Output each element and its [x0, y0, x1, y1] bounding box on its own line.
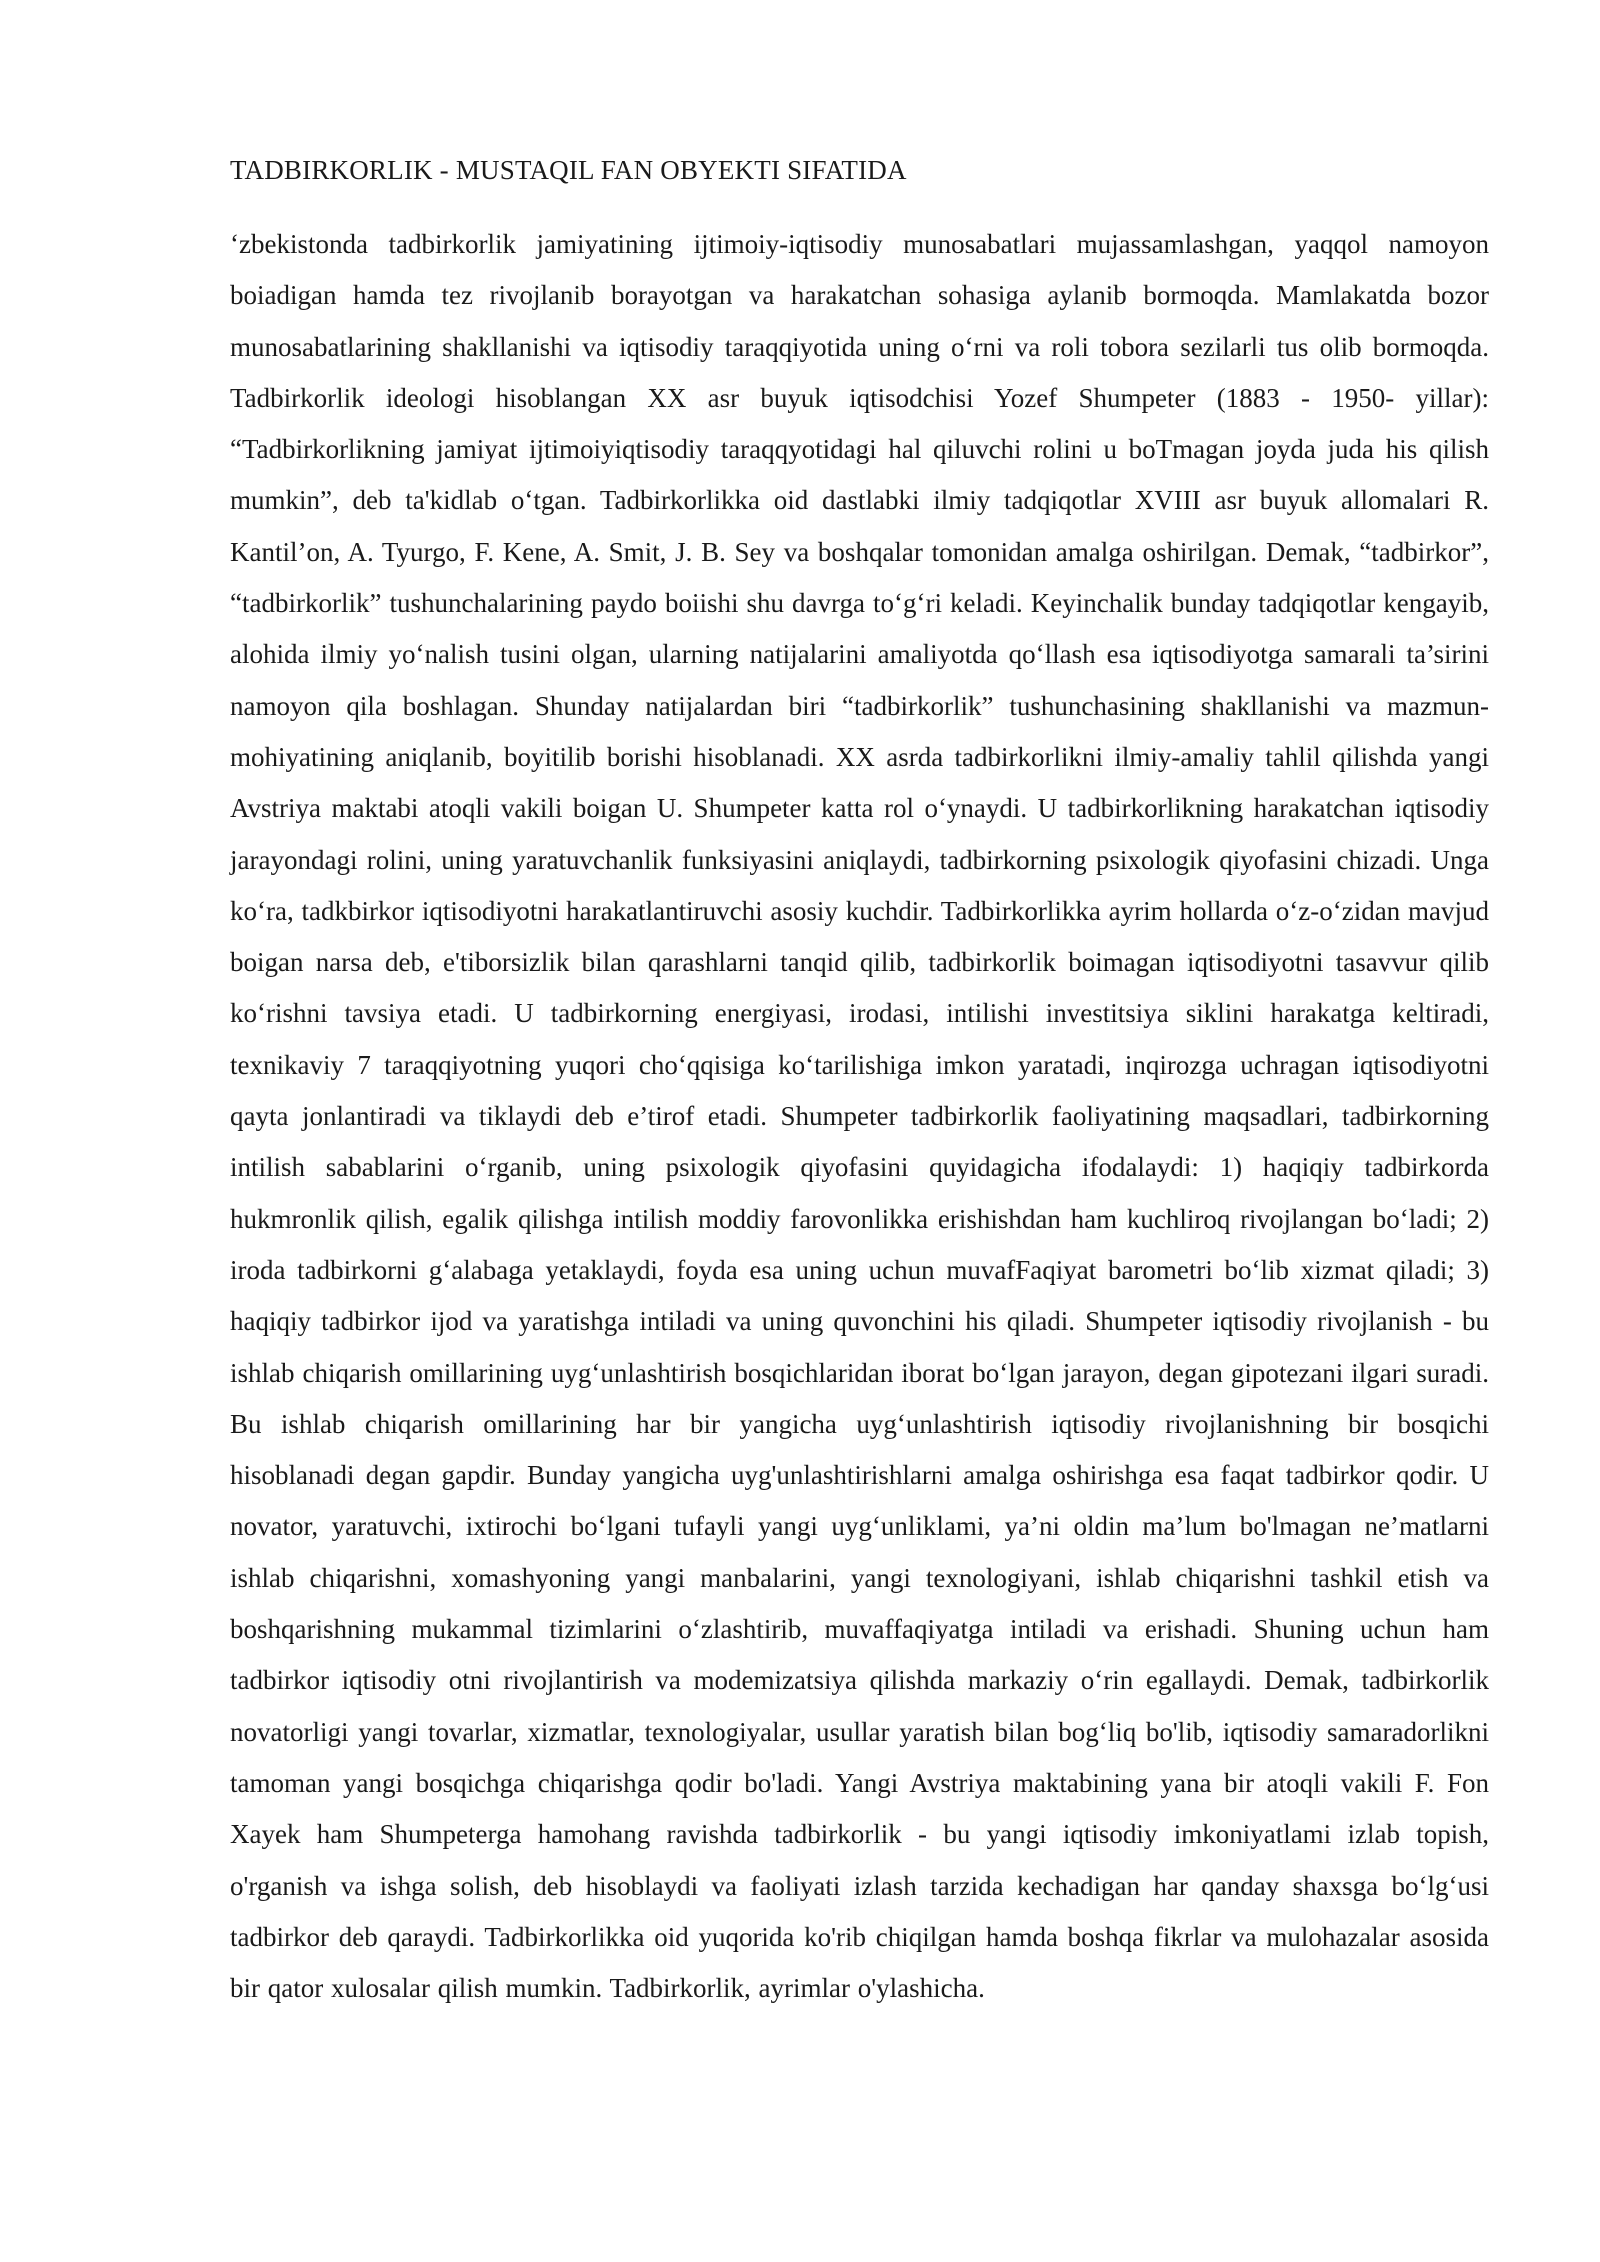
body-paragraph: ‘zbekistonda tadbirkorlik jamiyatining ijtimoiy-iqtisodiy munosabatlari mujassamlashgan, yaqqol namoyon boiadigan hamda tez rivojlanib borayotgan va harakatchan sohasiga aylanib bormoqda. Mamlakatda bozor munosabatlarining shakllanishi va iqtisodiy taraqqiyotida uning o‘rni va roli tobora sezilarli tus olib bormoqda. Tadbirkorlik ideologi hisoblangan XX asr buyuk iqtisodchisi Yozef Shumpeter (1883 - 1950- yillar): “Tadbirkorlikning jamiyat ijtimoiyiqtisodiy taraqqyotidagi hal qiluvchi rolini u boTmagan joyda juda his qilish mumkin”, deb ta'kidlab o‘tgan. Tadbirkorlikka oid dastlabki ilmiy tadqiqotlar XVIII asr buyuk allomalari R. Kantil’on, A. Tyurgo, F. Kene, A. Smit, J. B. Sey va boshqalar tomonidan amalga oshirilgan. Demak, “tadbirkor”, “tadbirkorlik” tushunchalarining paydo boiishi shu davrga to‘g‘ri keladi. Keyinchalik bunday tadqiqotlar kengayib, alohida ilmiy yo‘nalish tusini olgan, ularning natijalarini amaliyotda qo‘llash esa iqtisodiyotga samarali ta’sirini namoyon qila boshlagan. Shunday natijalardan biri “tadbirkorlik” tushunchasining shakllanishi va mazmun-mohiyatining aniqlanib, boyitilib borishi hisoblanadi. XX asrda tadbirkorlikni ilmiy-amaliy tahlil qilishda yangi Avstriya maktabi atoqli vakili boigan U. Shumpeter katta rol o‘ynaydi. U tadbirkorlikning harakatchan iqtisodiy jarayondagi rolini, uning yaratuvchanlik funksiyasini aniqlaydi, tadbirkorning psixologik qiyofasini chizadi. Unga ko‘ra, tadkbirkor iqtisodiyotni harakatlantiruvchi asosiy kuchdir. Tadbirkorlikka ayrim hollarda o‘z-o‘zidan mavjud boigan narsa deb, e'tiborsizlik bilan qarashlarni tanqid qilib, tadbirkorlik boimagan iqtisodiyotni tasavvur qilib ko‘rishni tavsiya etadi. U tadbirkorning energiyasi, irodasi, intilishi investitsiya siklini harakatga keltiradi, texnikaviy 7 taraqqiyotning yuqori cho‘qqisiga ko‘tarilishiga imkon yaratadi, inqirozga uchragan iqtisodiyotni qayta jonlantiradi va tiklaydi deb e’tirof etadi. Shumpeter tadbirkorlik faoliyatining maqsadlari, tadbirkorning intilish sabablarini o‘rganib, uning psixologik qiyofasini quyidagicha ifodalaydi: 1) haqiqiy tadbirkorda hukmronlik qilish, egalik qilishga intilish moddiy farovonlikka erishishdan ham kuchliroq rivojlangan bo‘ladi; 2) iroda tadbirkorni g‘alabaga yetaklaydi, foyda esa uning uchun muvafFaqiyat barometri bo‘lib xizmat qiladi; 3) haqiqiy tadbirkor ijod va yaratishga intiladi va uning quvonchini his qiladi. Shumpeter iqtisodiy rivojlanish - bu ishlab chiqarish omillarining uyg‘unlashtirish bosqichlaridan iborat bo‘lgan jarayon, degan gipotezani ilgari suradi. Bu ishlab chiqarish omillarining har bir yangicha uyg‘unlashtirish iqtisodiy rivojlanishning bir bosqichi hisoblanadi degan gapdir. Bunday yangicha uyg'unlashtirishlarni amalga oshirishga esa faqat tadbirkor qodir. U novator, yaratuvchi, ixtirochi bo‘lgani tufayli yangi uyg‘unliklami, ya’ni oldin ma’lum bo'lmagan ne’matlarni ishlab chiqarishni, xomashyoning yangi manbalarini, yangi texnologiyani, ishlab chiqarishni tashkil etish va boshqarishning mukammal tizimlarini o‘zlashtirib, muvaffaqiyatga intiladi va erishadi. Shuning uchun ham tadbirkor iqtisodiy otni rivojlantirish va modemizatsiya qilishda markaziy o‘rin egallaydi. Demak, tadbirkorlik novatorligi yangi tovarlar, xizmatlar, texnologiyalar, usullar yaratish bilan bog‘liq bo'lib, iqtisodiy samaradorlikni tamoman yangi bosqichga chiqarishga qodir bo'ladi. Yangi Avstriya maktabining yana bir atoqli vakili F. Fon Xayek ham Shumpeterga hamohang ravishda tadbirkorlik - bu yangi iqtisodiy imkoniyatlami izlab topish, o'rganish va ishga solish, deb hisoblaydi va faoliyati izlash tarzida kechadigan har qanday shaxsga bo‘lg‘usi tadbirkor deb qaraydi. Tadbirkorlikka oid yuqorida ko'rib chiqilgan hamda boshqa fikrlar va mulohazalar asosida bir qator xulosalar qilish mumkin. Tadbirkorlik, ayrimlar o'ylashicha.: [230, 229, 1489, 2004]
document-title: TADBIRKORLIK - MUSTAQIL FAN OBYEKTI SIFATIDA: [230, 155, 907, 185]
